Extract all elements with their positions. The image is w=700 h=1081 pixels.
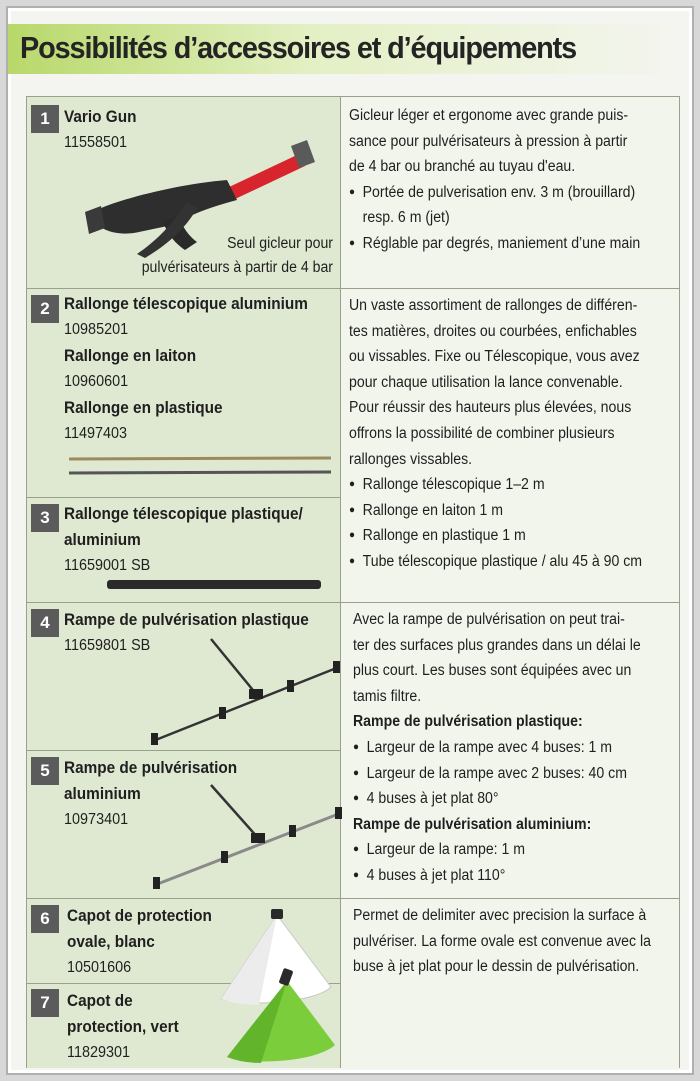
item-number: 1 bbox=[31, 105, 59, 133]
accessory-table bbox=[26, 96, 680, 1068]
telescopic-rod-icon bbox=[105, 577, 325, 593]
product-name: protection, vert bbox=[67, 1018, 179, 1036]
product-name: Rallonge télescopique plastique/ bbox=[64, 505, 303, 523]
product-name: Rampe de pulvérisation plastique bbox=[64, 611, 309, 629]
product-name: aluminium bbox=[64, 785, 141, 803]
item-number: 4 bbox=[31, 609, 59, 637]
spray-boom-icon bbox=[147, 783, 347, 893]
product-name: Rallonge télescopique aluminium bbox=[64, 295, 308, 313]
product-code: 11829301 bbox=[67, 1044, 131, 1061]
protection-cap-icon bbox=[223, 963, 339, 1067]
product-name: Rallonge en plastique bbox=[64, 399, 223, 417]
description-2: Un vaste assortiment de rallonges de différen- tes matières, droites ou courbées, enfichables ou vissables. Fixe ou Télescopique, vous avez pour chaque utilisation la lance convenable. Pour réussir des hauteurs plus élevées, nous offrons la possibilité de combiner plusieurs rallonges vissables. ● Rallonge télescopique 1–2 m ● Rallonge en laiton 1 m ● Rallonge en plastique 1 m ● Tube télescopique plastique / alu 45 à 90 cm bbox=[349, 293, 642, 575]
item-number: 6 bbox=[31, 905, 59, 933]
page-title: Possibilités d’accessoires et d’équipements bbox=[20, 30, 577, 65]
product-note: Seul gicleur pour pulvérisateurs à partir de 4 bar bbox=[141, 235, 333, 276]
description-3: Avec la rampe de pulvérisation on peut trai- ter des surfaces plus grandes dans un délai le plus court. Les buses sont équipées avec un tamis filtre. Rampe de pulvérisation plastique: ● Largeur de la rampe avec 4 buses: 1 m ● Largeur de la rampe avec 2 buses: 40 cm ● 4 buses à jet plat 80° Rampe de pulvérisation aluminium: ● Largeur de la rampe: 1 m ● 4 buses à jet plat 110° bbox=[353, 607, 641, 889]
product-name: Capot de protection bbox=[67, 907, 212, 925]
product-code: 10985201 bbox=[64, 321, 129, 338]
item-number: 5 bbox=[31, 757, 59, 785]
product-code: 11497403 bbox=[64, 425, 128, 442]
extension-rod-icon bbox=[65, 453, 335, 483]
spray-boom-icon bbox=[145, 637, 345, 749]
product-code: 10501606 bbox=[67, 959, 132, 976]
item-number: 2 bbox=[31, 295, 59, 323]
description-1: Gicleur léger et ergonome avec grande puis- sance pour pulvérisateurs à pression à partir de 4 bar ou branché au tuyau d'eau. ● Portée de pulverisation env. 3 m (brouillard) resp. 6 m (jet) ● Réglable par degrés, maniement d’une main bbox=[349, 103, 640, 257]
description-4: Permet de delimiter avec precision la surface à pulvériser. La forme ovale est convenue avec la buse à jet plat pour le dessin de pulvérisation. bbox=[353, 907, 651, 976]
product-name: Rampe de pulvérisation bbox=[64, 759, 238, 777]
product-code: 10960601 bbox=[64, 373, 129, 390]
spray-gun-icon bbox=[77, 132, 317, 262]
item-number: 7 bbox=[31, 989, 59, 1017]
item-number: 3 bbox=[31, 504, 59, 532]
product-name: Rallonge en laiton bbox=[64, 347, 197, 365]
product-name: Vario Gun bbox=[64, 108, 137, 126]
product-name: Capot de bbox=[67, 992, 133, 1010]
product-code: 11558501 bbox=[64, 134, 128, 151]
product-code: 11659001 SB bbox=[64, 557, 151, 574]
product-code: 10973401 bbox=[64, 811, 129, 828]
product-code: 11659801 SB bbox=[64, 637, 151, 654]
product-name: ovale, blanc bbox=[67, 933, 155, 951]
product-name: aluminium bbox=[64, 531, 141, 549]
